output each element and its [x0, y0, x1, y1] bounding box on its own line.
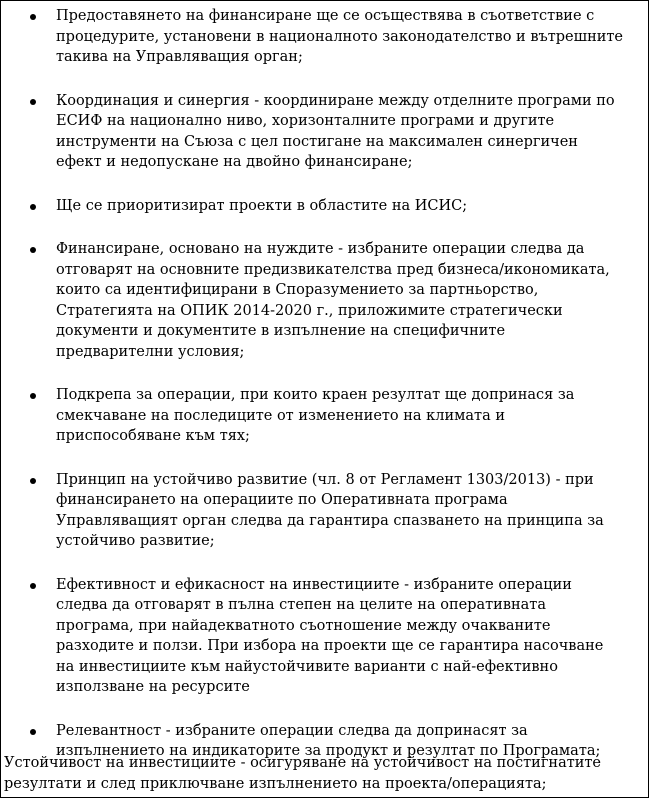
- list-item-text: Предоставянето на финансиране ще се осъществява в съответствие с процедурите, установени в националното законодателство и вътрешните такива на Управляващия орган;: [56, 8, 624, 65]
- list-item: [56, 575, 626, 698]
- bullet-icon: [30, 204, 36, 210]
- list-item: [56, 239, 626, 362]
- bullet-icon: [30, 729, 36, 735]
- list-item: [56, 196, 626, 217]
- bullet-icon: [30, 583, 36, 589]
- closing-paragraph: Устойчивост на инвестициите - осигуряване на устойчивост на постигнатите резултати и след приключване изпълнението на проекта/операцията;: [4, 755, 602, 792]
- list-item: [56, 385, 626, 447]
- bullet-icon: [30, 99, 36, 105]
- list-item-text: Финансиране, основано на нуждите - избраните операции следва да отговарят на основните предизвикателства пред бизнеса/икономиката, които са идентифицирани в Споразумението за партньорство, Стратегията на ОПИК 2014-2020 г., приложимите стратегически документи и документите в изпълнение на специфичните предварителни условия;: [56, 241, 610, 360]
- list-item-text: Подкрепа за операции, при които краен резултат ще допринася за смекчаване на последиците от изменението на климата и приспособяване към тях;: [56, 387, 575, 444]
- bullet-icon: [30, 14, 36, 20]
- bullet-icon: [30, 393, 36, 399]
- list-item-text: Ефективност и ефикасност на инвестициите - избраните операции следва да отговарят в пълна степен на целите на оперативната програма, при найадекватното съотношение между очакваните разходите и ползи. При избора на проекти ще се гарантира насочване на инвестициите към найустойчивите варианти с най-ефективно използване на ресурсите: [56, 576, 604, 695]
- list-item-text: Ще се приоритизират проекти в областите на ИСИС;: [56, 197, 468, 214]
- list-item: [56, 470, 626, 552]
- bullet-icon: [30, 247, 36, 253]
- list-item-text: Принцип на устойчиво развитие (чл. 8 от Регламент 1303/2013) - при финансирането на операциите по Оперативната програма Управляващият орган следва да гарантира спазването на принципа за устойчиво развитие;: [56, 471, 604, 549]
- principles-list: [1, 1, 648, 762]
- list-item-text: Релевантност - избраните операции следва да допринасят за изпълнението на индикаторите за продукт и резултат по Програмата;: [56, 722, 601, 759]
- list-item-text: Координация и синергия - координиране между отделните програми по ЕСИФ на национално ниво, хоризонталните програми и другите инструменти на Съюза с цел постигане на максимален синергичен ефект и недопускане на двойно финансиране;: [56, 92, 615, 170]
- list-item: [56, 91, 626, 173]
- list-item: [56, 6, 626, 68]
- bullet-icon: [30, 478, 36, 484]
